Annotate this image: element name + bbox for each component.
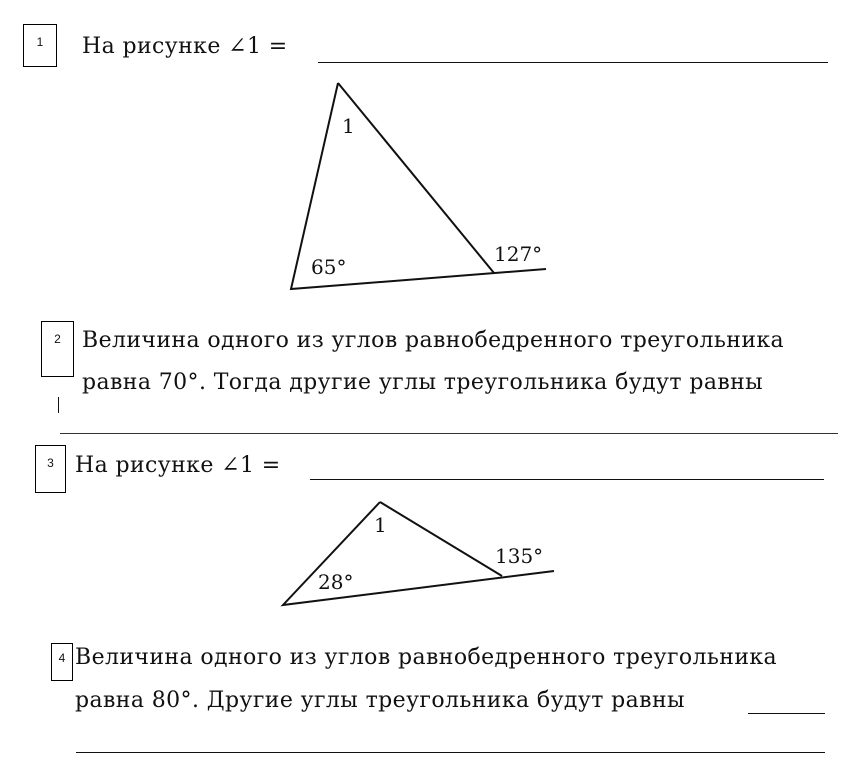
- problem-3-exterior-angle-label: 135°: [495, 544, 544, 568]
- problem-2-text-line-1: Величина одного из углов равнобедренного треугольника: [82, 328, 785, 353]
- problem-4-text-line-1: Величина одного из углов равнобедренного треугольника: [75, 645, 778, 670]
- problem-4-short-answer-line[interactable]: [748, 713, 825, 714]
- problem-3-left-angle-label: 28°: [318, 570, 354, 594]
- problem-1-question: На рисунке ∠1 =: [82, 34, 288, 59]
- problem-3-angle-1-label: 1: [374, 513, 387, 537]
- problem-3-question: На рисунке ∠1 =: [75, 453, 281, 478]
- problem-1-exterior-angle-label: 127°: [494, 242, 543, 266]
- problem-1-left-angle-label: 65°: [311, 255, 347, 279]
- problem-4-text-line-2: равна 80°. Другие углы треугольника будут равны: [75, 688, 685, 713]
- problem-2-number: 2: [54, 332, 61, 346]
- problem-4-answer-line[interactable]: [76, 752, 825, 753]
- problem-2-text-line-2: равна 70°. Тогда другие углы треугольника будут равны: [82, 370, 764, 395]
- problem-4-number: 4: [58, 651, 66, 665]
- problem-3-number: 3: [47, 456, 54, 470]
- problem-4-number-box: [51, 643, 73, 681]
- problem-1-number: 1: [36, 35, 44, 49]
- problem-3-triangle-side: [380, 502, 502, 576]
- problem-1-angle-1-label: 1: [342, 114, 355, 138]
